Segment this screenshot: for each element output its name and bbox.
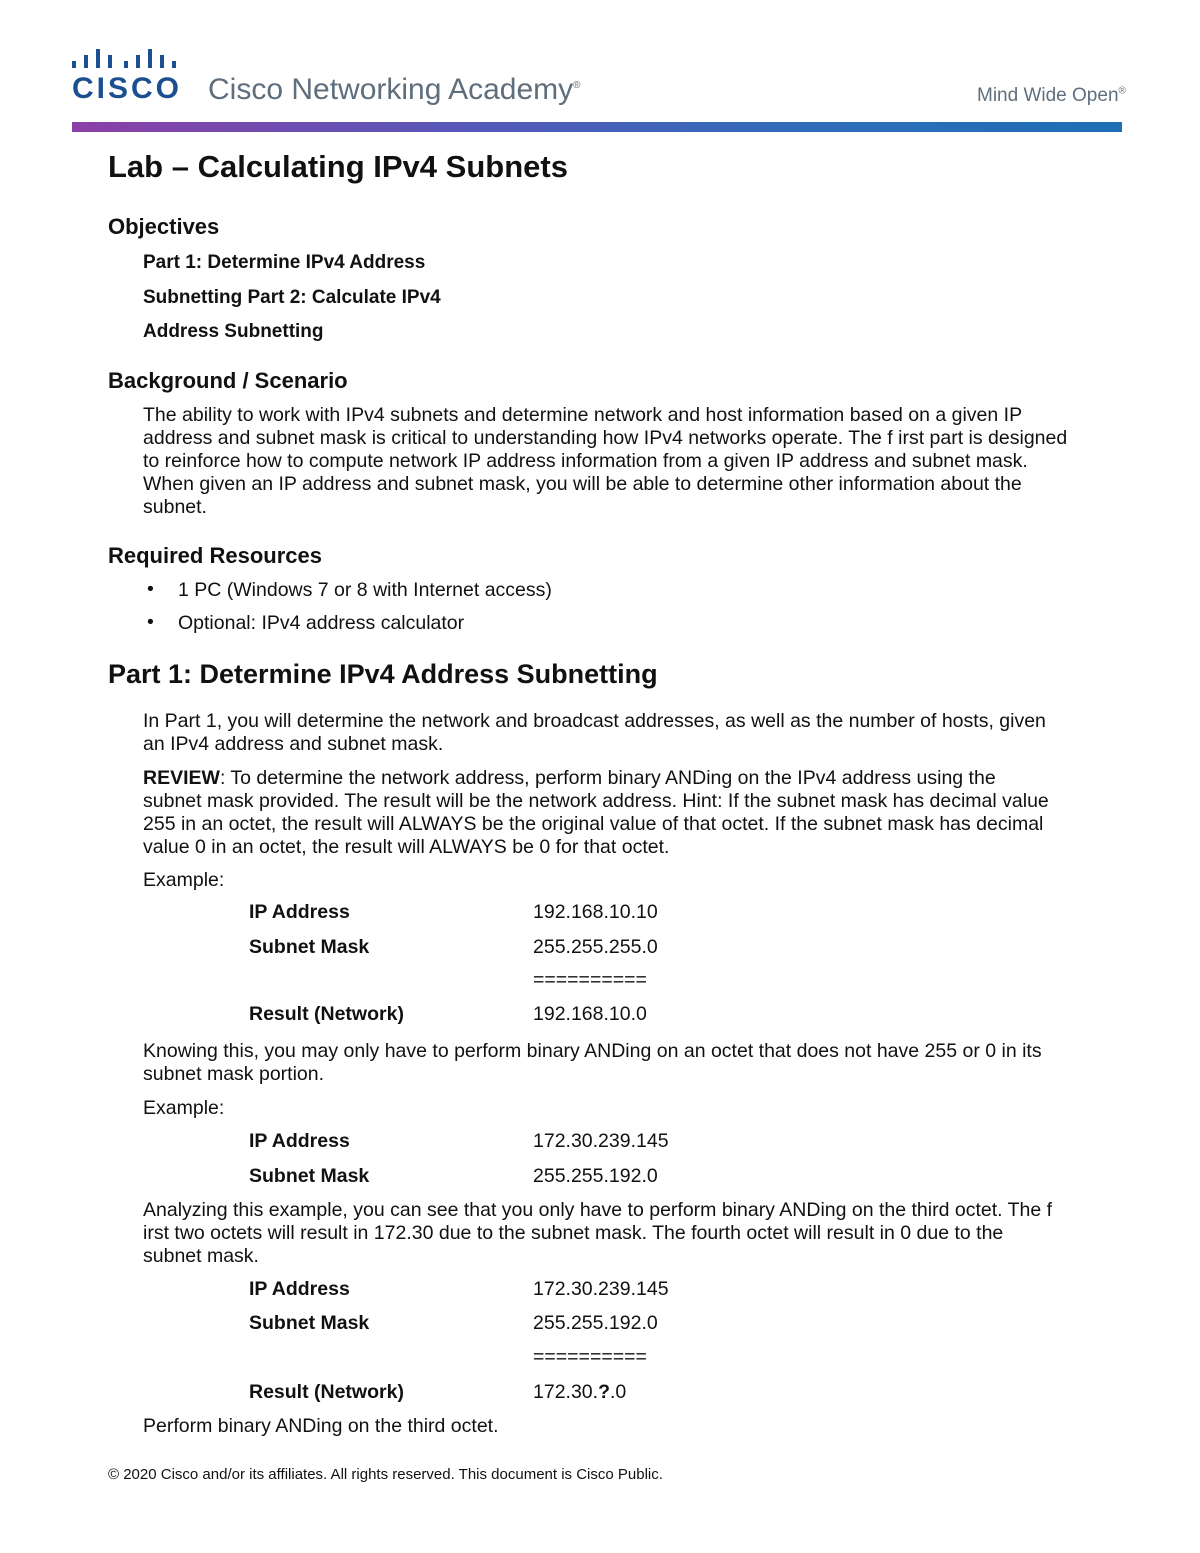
- result-value: 172.30.?.0: [533, 1381, 627, 1403]
- ip-address-value: 192.168.10.10: [533, 901, 658, 923]
- example-label: Example:: [143, 869, 225, 891]
- background-paragraph: The ability to work with IPv4 subnets and determine network and host information based on a given IP address and subnet mask is critical to understanding how IPv4 networks operate. The f irst part is designed to reinforce how to compute network IP address information from a given IP address and subnet mask. When given an IP address and subnet mask, you will be able to determine other information about the subnet.: [143, 404, 1068, 518]
- separator: ==========: [533, 969, 647, 991]
- footer-copyright: © 2020 Cisco and/or its affiliates. All rights reserved. This document is Cisco Public.: [108, 1466, 663, 1483]
- subnet-mask-value: 255.255.192.0: [533, 1165, 658, 1187]
- ip-address-value: 172.30.239.145: [533, 1278, 669, 1300]
- example-label: Example:: [143, 1097, 225, 1119]
- list-item: • Optional: IPv4 address calculator: [147, 611, 465, 634]
- header-gradient-bar: [72, 122, 1122, 132]
- subnet-mask-value: 255.255.192.0: [533, 1312, 658, 1334]
- subnet-mask-value: 255.255.255.0: [533, 936, 658, 958]
- knowing-paragraph: Knowing this, you may only have to perform binary ANDing on an octet that does not have 255 or 0 in its subnet mask portion.: [143, 1040, 1042, 1085]
- resources-heading: Required Resources: [108, 543, 322, 568]
- ip-address-label: IP Address: [249, 1278, 350, 1300]
- ip-address-value: 172.30.239.145: [533, 1130, 669, 1152]
- result-label: Result (Network): [249, 1003, 404, 1025]
- subnet-mask-label: Subnet Mask: [249, 1165, 370, 1187]
- review-paragraph: REVIEW: To determine the network address, perform binary ANDing on the IPv4 address using the subnet mask provided. The result will be the network address. Hint: If the subnet mask has decimal value 255 in an octet, the result will ALWAYS be the original value of that octet. If the subnet mask has decimal value 0 in an octet, the result will ALWAYS be 0 for that octet.: [143, 767, 1049, 858]
- tagline: Mind Wide Open®: [977, 85, 1126, 106]
- objective-line: Part 1: Determine IPv4 Address: [143, 252, 426, 273]
- academy-name: Cisco Networking Academy®: [208, 73, 581, 106]
- part1-intro: In Part 1, you will determine the network and broadcast addresses, as well as the number of hosts, given an IPv4 address and subnet mask.: [143, 710, 1046, 755]
- objective-line: Address Subnetting: [143, 321, 324, 342]
- result-value: 192.168.10.0: [533, 1003, 647, 1025]
- objective-line: Subnetting Part 2: Calculate IPv4: [143, 287, 441, 308]
- separator: ==========: [533, 1346, 647, 1368]
- subnet-mask-label: Subnet Mask: [249, 1312, 370, 1334]
- analyzing-paragraph: Analyzing this example, you can see that you only have to perform binary ANDing on the third octet. The f irst two octets will result in 172.30 due to the subnet mask. The fourth octet will result in 0 due to the subnet mask.: [143, 1199, 1053, 1267]
- perform-line: Perform binary ANDing on the third octet.: [143, 1415, 499, 1437]
- ip-address-label: IP Address: [249, 901, 350, 923]
- cisco-logo-text: CISCO: [72, 72, 183, 105]
- page-title: Lab – Calculating IPv4 Subnets: [108, 149, 568, 184]
- result-label: Result (Network): [249, 1381, 404, 1403]
- cisco-logo-bars: [72, 46, 180, 72]
- part1-heading: Part 1: Determine IPv4 Address Subnetting: [108, 659, 658, 689]
- objectives-heading: Objectives: [108, 214, 220, 239]
- background-heading: Background / Scenario: [108, 368, 348, 393]
- ip-address-label: IP Address: [249, 1130, 350, 1152]
- list-item: • 1 PC (Windows 7 or 8 with Internet access): [147, 578, 552, 601]
- subnet-mask-label: Subnet Mask: [249, 936, 370, 958]
